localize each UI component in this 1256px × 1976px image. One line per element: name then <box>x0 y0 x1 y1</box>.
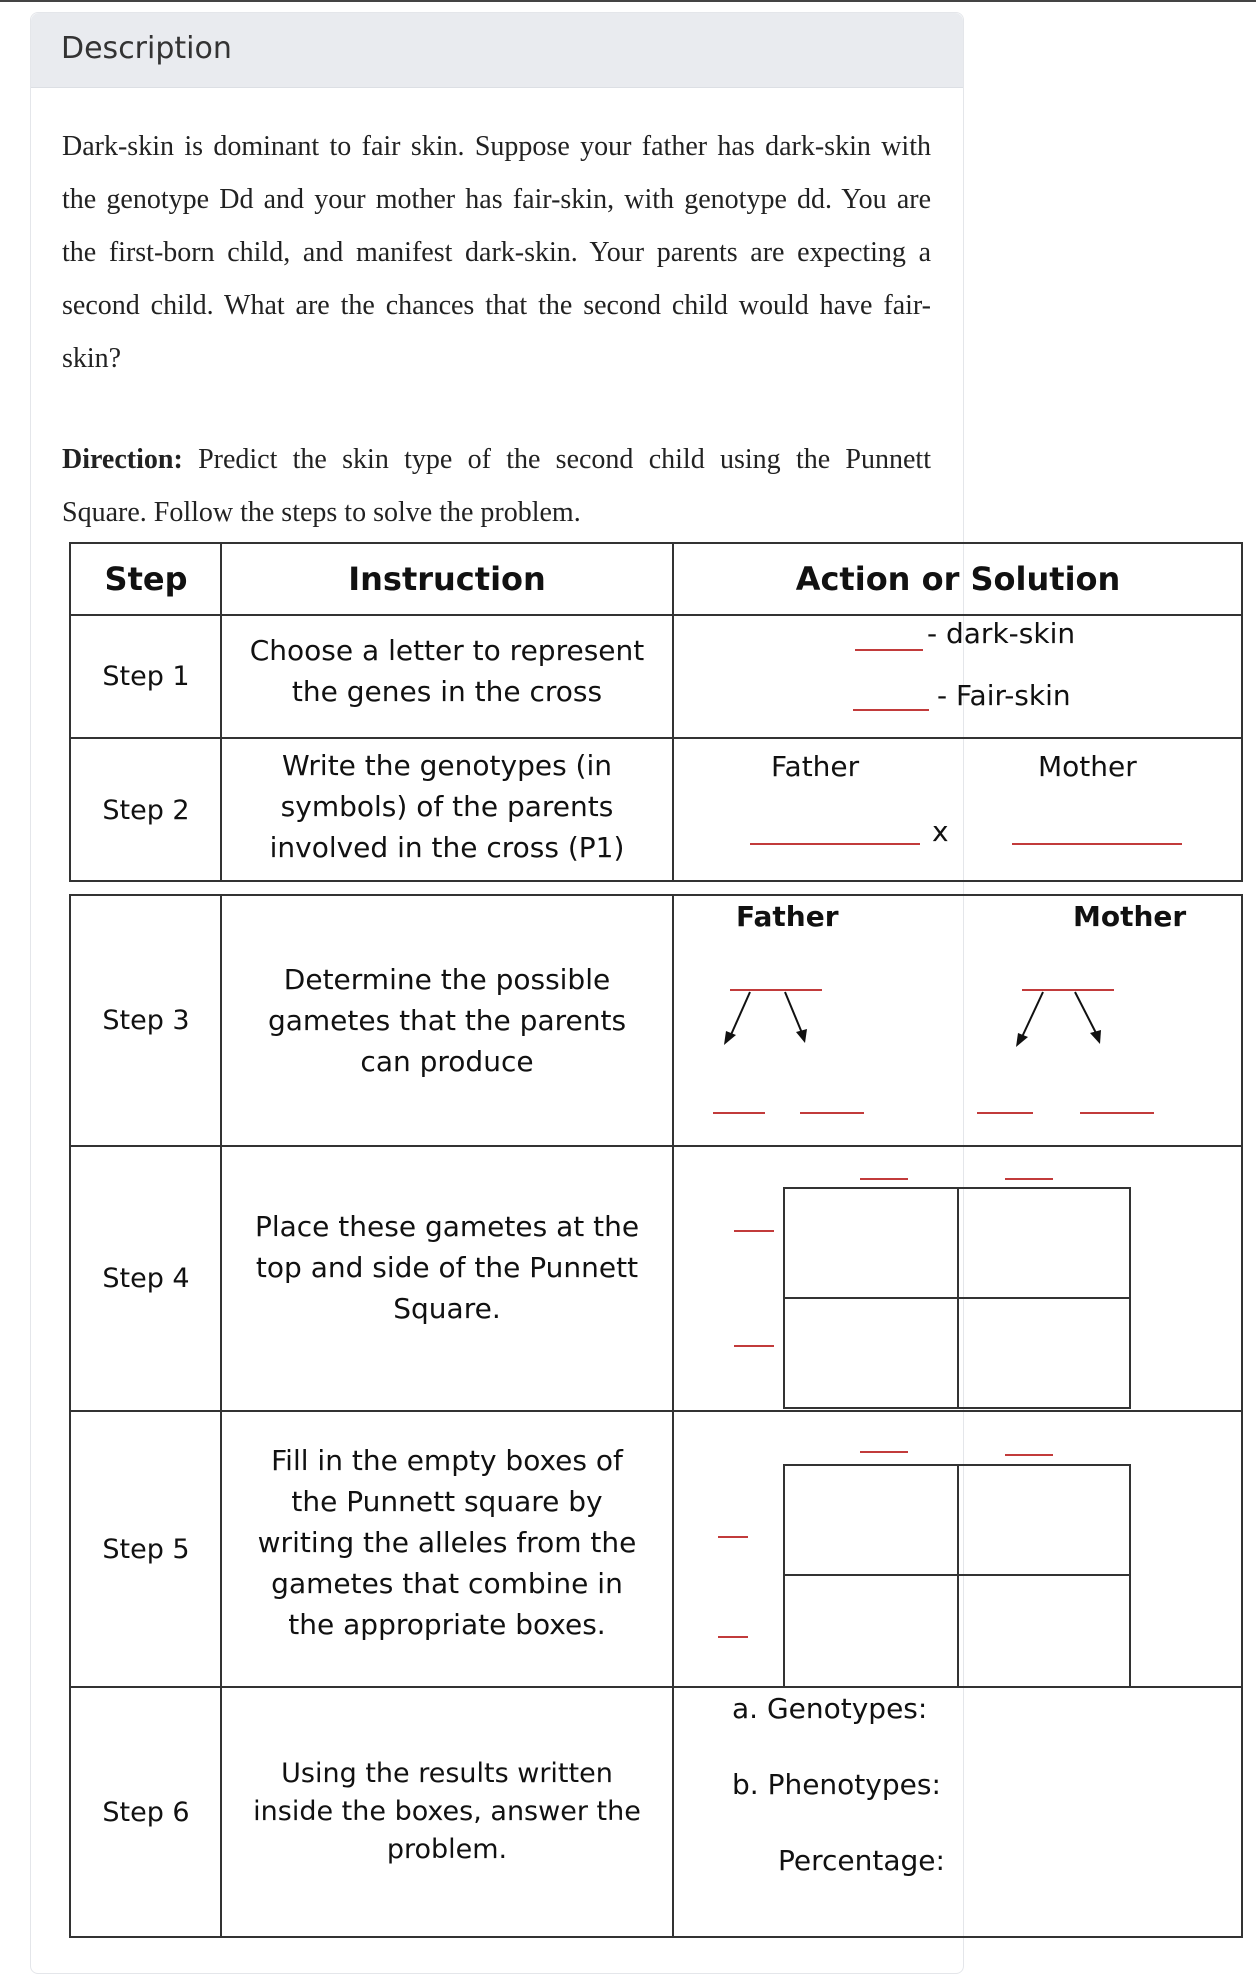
fair-allele-blank[interactable] <box>853 709 929 711</box>
step2-father-label: Father <box>771 750 860 783</box>
phenotypes-label: b. Phenotypes: <box>732 1768 941 1801</box>
fair-skin-label: - Fair-skin <box>937 679 1071 712</box>
percentage-label: Percentage: <box>778 1844 945 1877</box>
father-gamete1-blank[interactable] <box>713 1112 765 1114</box>
step4-label: Step 4 <box>102 1263 190 1294</box>
step6-instruction: Using the results written inside the boxes, answer the problem. <box>253 1758 641 1865</box>
dark-allele-blank[interactable] <box>855 649 923 651</box>
steps-table-top <box>69 542 1243 882</box>
header-instruction: Instruction <box>348 560 546 598</box>
direction-text <box>62 433 931 539</box>
card-title: Description <box>61 31 232 66</box>
step4-side-blank-2[interactable] <box>734 1345 774 1347</box>
problem-text: Dark-skin is dominant to fair skin. Suppose your father has dark-skin with the genotype Dd and your mother has fair-skin, with genotype dd. You are the first-born child, and manifest dark-skin. Your parents are expecting a second child. What are the chances that the second child would have fair-skin? <box>62 131 931 374</box>
top-divider <box>0 0 1256 2</box>
step4-side-blank-1[interactable] <box>734 1230 774 1232</box>
step4-top-blank-1[interactable] <box>860 1178 908 1180</box>
punnett-square-step4 <box>783 1187 1131 1409</box>
header-step: Step <box>104 560 188 598</box>
step5-label: Step 5 <box>102 1533 190 1565</box>
gamete-arrows-icon <box>700 975 1120 1055</box>
father-genotype-blank[interactable] <box>750 843 920 845</box>
father-gamete2-blank[interactable] <box>800 1112 864 1114</box>
step5-instruction: Fill in the empty boxes of the Punnett square by writing the alleles from the gametes that combine in the appropriate boxes. <box>257 1443 637 1641</box>
mother-gamete2-blank[interactable] <box>1080 1112 1154 1114</box>
direction-body: Predict the skin type of the second child using the Punnett Square. Follow the steps to solve the problem. <box>62 444 931 528</box>
punnett-square-step5 <box>783 1464 1131 1686</box>
header-action: Action or Solution <box>795 560 1121 598</box>
step5-top-blank-2[interactable] <box>1005 1454 1053 1456</box>
dark-skin-label: - dark-skin <box>927 617 1076 650</box>
step5-top-blank-1[interactable] <box>860 1451 908 1453</box>
step3-mother-label: Mother <box>1073 900 1187 933</box>
step1-instruction: Choose a letter to represent the genes in the cross <box>249 634 645 708</box>
mother-genotype-blank[interactable] <box>1012 843 1182 845</box>
step1-label: Step 1 <box>102 661 190 692</box>
card-header <box>31 13 963 88</box>
step2-label: Step 2 <box>102 794 190 826</box>
direction-label: Direction: <box>62 444 183 475</box>
step6-label: Step 6 <box>102 1796 190 1828</box>
step4-top-blank-2[interactable] <box>1005 1178 1053 1180</box>
step3-instruction: Determine the possible gametes that the parents can produce <box>267 963 627 1078</box>
step5-side-blank-2[interactable] <box>718 1636 748 1638</box>
genotypes-label: a. Genotypes: <box>732 1692 928 1725</box>
step4-instruction: Place these gametes at the top and side of the Punnett Square. <box>254 1209 640 1325</box>
step5-side-blank-1[interactable] <box>718 1536 748 1538</box>
step3-father-label: Father <box>736 900 839 933</box>
cross-symbol: x <box>932 815 949 848</box>
step3-label: Step 3 <box>102 1005 190 1036</box>
step2-mother-label: Mother <box>1038 750 1137 783</box>
mother-gamete1-blank[interactable] <box>977 1112 1033 1114</box>
step2-instruction: Write the genotypes (in symbols) of the parents involved in the cross (P1) <box>269 749 625 864</box>
